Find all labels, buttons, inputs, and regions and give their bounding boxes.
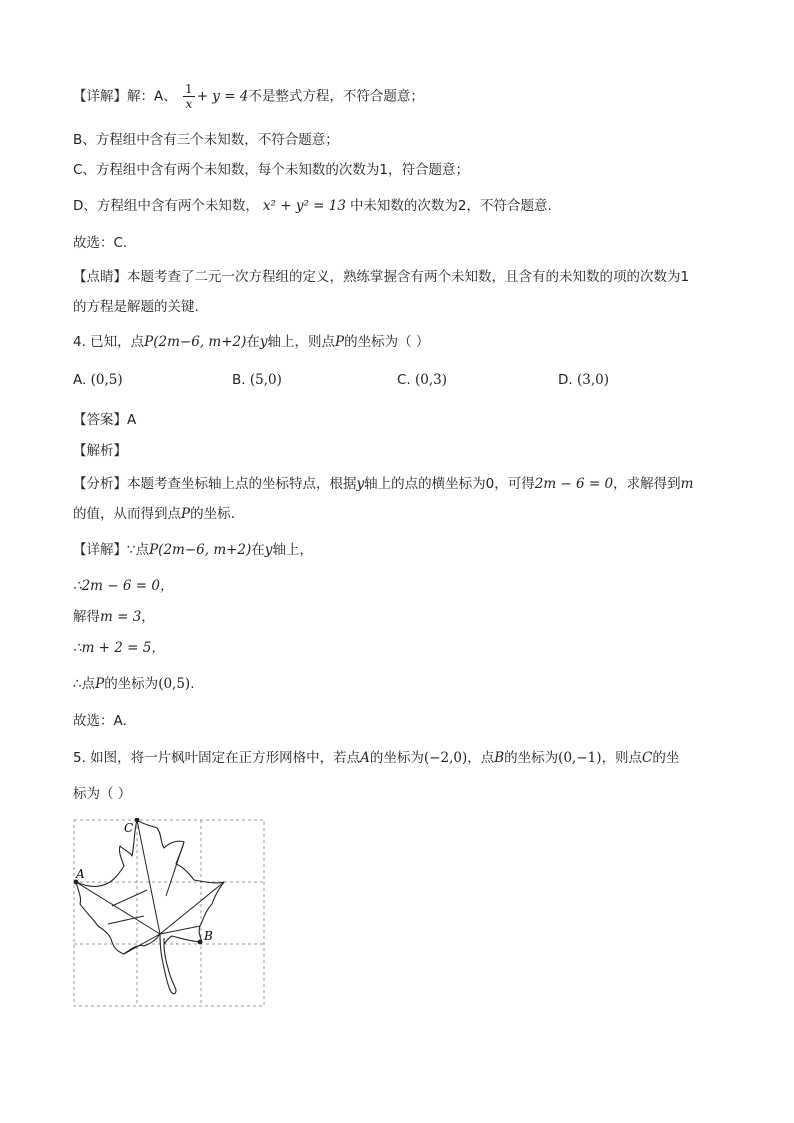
label-b: B (204, 929, 213, 943)
comment-label: 【点睛】 (73, 269, 127, 285)
q4-choose: 故选：A. (73, 713, 127, 729)
q4-fenxi-1: 【分析】本题考查坐标轴上点的坐标特点，根据y轴上的点的横坐标为0，可得2m − 6 = 0，求解得到m (73, 476, 694, 492)
q3-choose: 故选：C. (73, 235, 128, 251)
q5-stem-1: 5. 如图，将一片枫叶固定在正方形网格中，若点A的坐标为(−2,0)，点B的坐标为(0,−1)，则点C的坐 (73, 750, 680, 766)
q3-option-c-text: C、方程组中含有两个未知数，每个未知数的次数为1，符合题意； (73, 162, 470, 178)
q4-detail-1: 【详解】∵点P(2m−6, m+2)在y轴上， (73, 542, 313, 558)
point-b (198, 940, 203, 945)
q3-detail-line: 【详解】解：A、 $\frac{1}{x}$ + y = 4不是整式方程，不符合题意； (73, 82, 424, 111)
maple-leaf-figure (72, 818, 268, 1008)
leaf-points (74, 818, 203, 944)
q5-stem-2: 标为（ ） (73, 786, 132, 802)
detail-label: 【详解】 (73, 88, 127, 105)
q4-step-3: ∴m + 2 = 5， (73, 640, 165, 656)
q4-step-4: ∴点P的坐标为(0,5). (73, 676, 195, 692)
q4-option-d: D. (3,0) (558, 372, 609, 388)
leaf-veins (76, 820, 224, 954)
q3-option-b-text: B、方程组中含有三个未知数，不符合题意； (73, 132, 339, 148)
grid (74, 820, 264, 1006)
q3-option-d-text: D、方程组中含有两个未知数， x² + y² = 13 中未知数的次数为2，不符合题意. (73, 198, 552, 214)
q4-stem: 4. 已知，点P(2m−6, m+2)在y轴上，则点P的坐标为（ ） (73, 334, 430, 350)
label-a: A (76, 867, 85, 881)
point-expression: P(2m−6, m+2) (144, 334, 247, 350)
q4-step-1: ∴2m − 6 = 0， (73, 578, 174, 594)
label-c: C (124, 821, 134, 835)
q4-option-a: A. (0,5) (73, 372, 123, 388)
q3-comment-1: 【点睛】本题考查了二元一次方程组的定义，熟练掌握含有两个未知数，且含有的未知数的项的次数为1 (73, 269, 690, 285)
q3-comment-2: 的方程是解题的关键. (73, 299, 199, 315)
equation: x² + y² = 13 (262, 198, 346, 214)
fraction: $\frac{1}{x}$ (185, 82, 193, 111)
q4-step-2: 解得m = 3， (73, 609, 155, 625)
q4-option-b: B. (5,0) (232, 372, 282, 388)
q4-analysis-label: 【解析】 (73, 443, 127, 459)
q4-option-c: C. (0,3) (397, 372, 448, 388)
q4-answer: 【答案】A (73, 412, 137, 428)
q4-fenxi-2: 的值，从而得到点P的坐标. (73, 506, 235, 522)
leaf-outline (76, 820, 224, 994)
